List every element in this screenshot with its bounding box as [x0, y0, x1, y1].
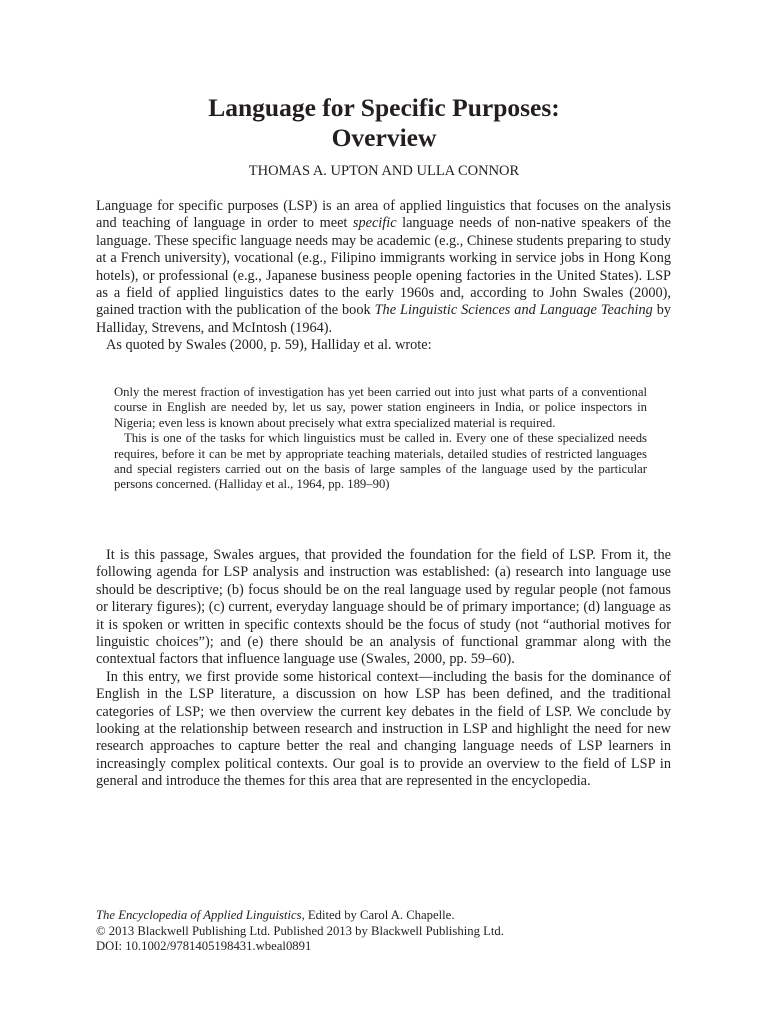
entry-overview-paragraph: In this entry, we first provide some historical context—including the basis for the dominance of English in the LSP literature, a discussion on how LSP has been defined, and the traditional categories of LSP; we then overview the current key debates in the field of LSP. We conclude by looking at the relationship between research and instruction in LSP and highlight the need for new research approaches to capture better the real and changing language needs of LSP learners in increasingly complex political contexts. Our goal is to provide an overview to the field of LSP in general and introduce the themes for this area that are represented in the encyclopedia. [96, 668, 671, 790]
agenda-paragraph: It is this passage, Swales argues, that provided the foundation for the field of LSP. From it, the following agenda for LSP analysis and instruction was established: (a) research into language use should be descriptive; (b) focus should be on the real language used by regular people (not famous or literary figures); (c) current, everyday language should be of primary importance; (d) language as it is spoken or written in specific contexts should be the focus of study (not “authorial motives for linguistic choices”); and (e) there should be an analysis of functional grammar along with the contextual factors that influence language use (Swales, 2000, pp. 59–60). [96, 547, 671, 668]
quote-paragraph-1: Only the merest fraction of investigation has yet been carried out into just what parts of a conventional course in English are needed by, let us say, power station engineers in India, or police inspectors in Nigeria; even less is known about precisely what extra specialized material is required. [114, 385, 647, 430]
intro-section [96, 198, 671, 355]
encyclopedia-title: The Encyclopedia of Applied Linguistics [96, 908, 302, 922]
publication-footer [96, 908, 696, 955]
main-section [96, 547, 671, 791]
book-title: The Linguistic Sciences and Language Teaching [374, 302, 653, 319]
copyright-line: © 2013 Blackwell Publishing Ltd. Published 2013 by Blackwell Publishing Ltd. [96, 923, 504, 938]
emphasis-specific: specific [352, 215, 397, 232]
citation-line: The Encyclopedia of Applied Linguistics, Edited by Carol A. Chapelle. [96, 908, 455, 922]
title-line-2: Overview [331, 123, 437, 152]
title-line-1: Language for Specific Purposes: [208, 93, 560, 122]
quote-paragraph-2: This is one of the tasks for which linguistics must be called in. Every one of these specialized needs requires, before it can be met by appropriate teaching materials, detailed studies of restricted languages and special registers carried out on the basis of large samples of the language used by the particular persons concerned. (Halliday et al., 1964, pp. 189–90) [114, 431, 647, 492]
page-title [0, 93, 768, 153]
block-quote [114, 385, 647, 493]
authors: THOMAS A. UPTON AND ULLA CONNOR [248, 163, 520, 179]
doi-line: DOI: 10.1002/9781405198431.wbeal0891 [96, 939, 312, 954]
quote-intro: As quoted by Swales (2000, p. 59), Halliday et al. wrote: [106, 337, 432, 354]
intro-paragraph: Language for specific purposes (LSP) is an area of applied linguistics that focuses on the analysis and teaching of language in order to meet specific language needs of non-native speakers of the language. These specific language needs may be academic (e.g., Chinese students preparing to study at a French university), vocational (e.g., Filipino immigrants working in service jobs in Hong Kong hotels), or professional (e.g., Japanese business people opening factories in the United States). LSP as a field of applied linguistics dates to the early 1960s and, according to John Swales (2000), gained traction with the publication of the book The Linguistic Sciences and Language Teaching by Halliday, Strevens, and McIntosh (1964). [96, 198, 672, 336]
